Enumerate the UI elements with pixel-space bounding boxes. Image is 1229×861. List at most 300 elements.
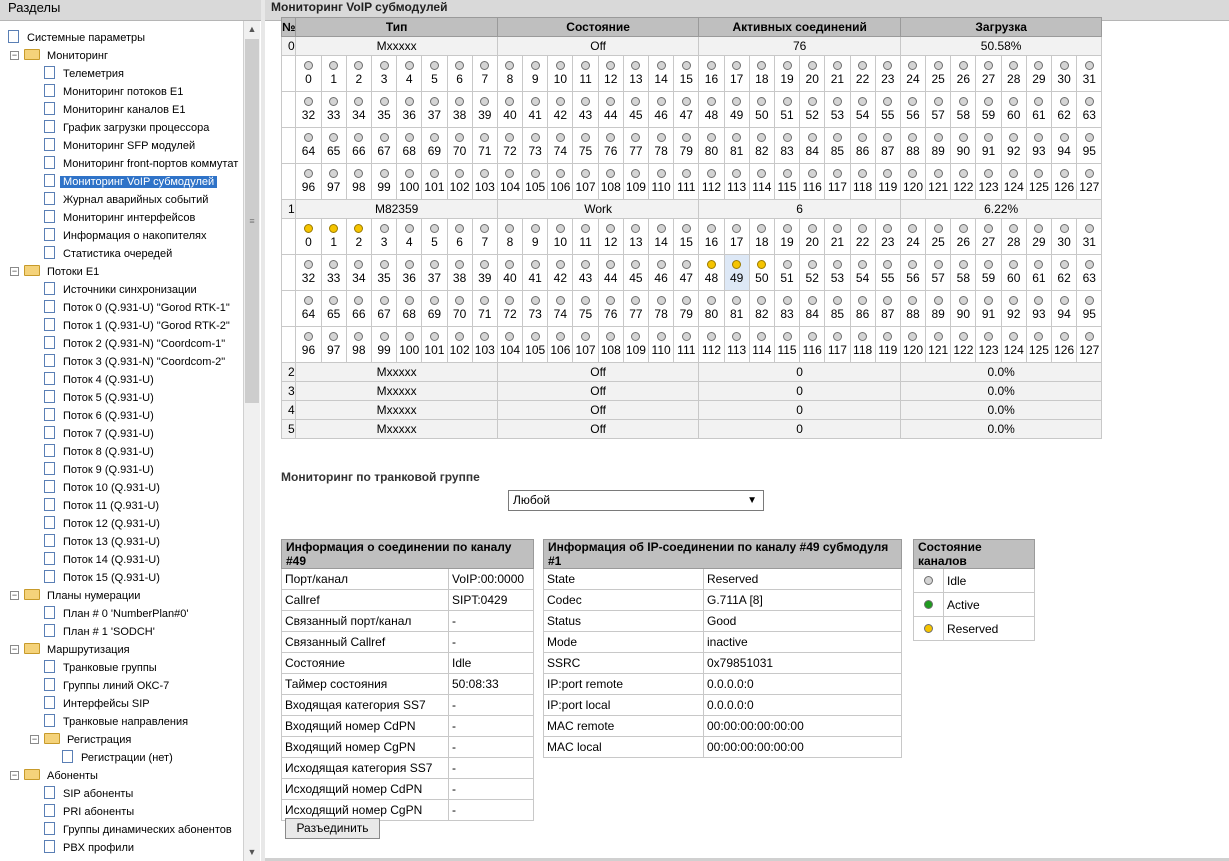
channel-cell[interactable]	[1026, 291, 1051, 327]
channel-cell[interactable]	[724, 291, 749, 327]
channel-cell[interactable]	[976, 291, 1001, 327]
tree-item[interactable]	[44, 821, 235, 839]
channel-cell[interactable]	[447, 56, 472, 92]
tree-item[interactable]	[44, 281, 200, 299]
channel-cell[interactable]	[1026, 219, 1051, 255]
channel-cell[interactable]	[397, 219, 422, 255]
channel-cell[interactable]	[825, 164, 850, 200]
channel-cell[interactable]	[422, 128, 447, 164]
channel-cell[interactable]	[825, 128, 850, 164]
channel-cell[interactable]	[548, 92, 573, 128]
channel-cell[interactable]	[296, 219, 321, 255]
tree-item[interactable]	[0, 587, 143, 605]
module-row[interactable]	[282, 200, 1102, 219]
channel-cell[interactable]	[850, 255, 875, 291]
channel-cell[interactable]	[875, 291, 900, 327]
channel-cell[interactable]	[397, 327, 422, 363]
tree-item[interactable]	[44, 317, 233, 335]
channel-cell[interactable]	[976, 164, 1001, 200]
channel-cell[interactable]	[749, 56, 774, 92]
tree-item[interactable]	[44, 695, 153, 713]
channel-cell[interactable]	[447, 291, 472, 327]
channel-cell[interactable]	[976, 56, 1001, 92]
channel-cell[interactable]	[623, 327, 648, 363]
channel-cell[interactable]	[699, 291, 724, 327]
channel-cell[interactable]	[371, 327, 396, 363]
channel-cell[interactable]	[774, 327, 799, 363]
channel-cell[interactable]	[371, 164, 396, 200]
channel-cell[interactable]	[548, 291, 573, 327]
channel-cell[interactable]	[598, 128, 623, 164]
channel-cell[interactable]	[422, 56, 447, 92]
channel-cell[interactable]	[875, 56, 900, 92]
channel-cell[interactable]	[1052, 219, 1077, 255]
channel-cell[interactable]	[900, 128, 925, 164]
tree-item[interactable]	[62, 749, 176, 767]
channel-cell[interactable]	[598, 327, 623, 363]
tree-item[interactable]	[44, 839, 137, 857]
scroll-down-icon[interactable]: ▼	[247, 847, 257, 857]
module-row[interactable]	[282, 382, 1102, 401]
channel-cell[interactable]	[926, 92, 951, 128]
channel-cell[interactable]	[724, 92, 749, 128]
channel-cell[interactable]	[321, 291, 346, 327]
scroll-thumb[interactable]: ≡	[245, 39, 259, 403]
channel-cell[interactable]	[623, 219, 648, 255]
channel-cell[interactable]	[674, 164, 699, 200]
channel-cell[interactable]	[623, 255, 648, 291]
channel-cell[interactable]	[1026, 327, 1051, 363]
channel-cell[interactable]	[296, 327, 321, 363]
channel-cell[interactable]	[649, 291, 674, 327]
channel-cell[interactable]	[497, 92, 522, 128]
tree-item[interactable]	[44, 407, 157, 425]
channel-cell[interactable]	[296, 164, 321, 200]
channel-cell[interactable]	[649, 255, 674, 291]
channel-cell[interactable]	[497, 56, 522, 92]
channel-cell[interactable]	[774, 56, 799, 92]
tree-item[interactable]	[44, 515, 163, 533]
channel-cell[interactable]	[1001, 255, 1026, 291]
channel-cell[interactable]	[422, 291, 447, 327]
channel-cell[interactable]	[1026, 92, 1051, 128]
channel-cell[interactable]	[623, 164, 648, 200]
channel-cell[interactable]	[900, 255, 925, 291]
channel-cell[interactable]	[976, 219, 1001, 255]
channel-cell[interactable]	[951, 291, 976, 327]
channel-cell[interactable]	[497, 291, 522, 327]
channel-cell[interactable]	[523, 291, 548, 327]
channel-cell[interactable]	[371, 219, 396, 255]
channel-cell[interactable]	[598, 56, 623, 92]
tree-item[interactable]	[0, 263, 102, 281]
channel-cell[interactable]	[321, 164, 346, 200]
collapse-toggle-icon[interactable]: −	[11, 50, 18, 60]
channel-cell[interactable]	[825, 92, 850, 128]
tree-item[interactable]	[44, 119, 212, 137]
channel-cell[interactable]	[674, 219, 699, 255]
channel-cell[interactable]	[1077, 327, 1102, 363]
tree-item[interactable]	[0, 47, 111, 65]
channel-cell[interactable]	[397, 56, 422, 92]
collapse-toggle-icon[interactable]: −	[11, 770, 18, 780]
channel-cell[interactable]	[321, 255, 346, 291]
channel-cell[interactable]	[523, 92, 548, 128]
channel-cell[interactable]	[523, 219, 548, 255]
channel-cell[interactable]	[926, 255, 951, 291]
channel-cell[interactable]	[296, 128, 321, 164]
channel-cell[interactable]	[649, 56, 674, 92]
channel-cell[interactable]	[951, 164, 976, 200]
channel-cell[interactable]	[623, 128, 648, 164]
channel-cell[interactable]	[397, 164, 422, 200]
channel-cell[interactable]	[850, 291, 875, 327]
channel-cell[interactable]	[472, 92, 497, 128]
channel-cell[interactable]	[422, 164, 447, 200]
channel-cell[interactable]	[346, 219, 371, 255]
channel-cell[interactable]	[1077, 219, 1102, 255]
channel-cell[interactable]	[548, 219, 573, 255]
tree-item[interactable]	[44, 551, 163, 569]
channel-cell[interactable]	[1077, 92, 1102, 128]
tree-item[interactable]	[44, 155, 241, 173]
channel-cell[interactable]	[900, 164, 925, 200]
channel-cell[interactable]	[497, 164, 522, 200]
channel-cell[interactable]	[472, 164, 497, 200]
tree-item[interactable]	[44, 137, 198, 155]
channel-cell[interactable]	[623, 92, 648, 128]
channel-cell[interactable]	[800, 291, 825, 327]
channel-cell[interactable]	[1026, 128, 1051, 164]
channel-cell[interactable]	[1001, 128, 1026, 164]
channel-cell[interactable]	[573, 164, 598, 200]
channel-cell[interactable]	[296, 291, 321, 327]
tree-item[interactable]	[44, 461, 157, 479]
channel-cell[interactable]	[800, 164, 825, 200]
tree-item[interactable]	[44, 623, 158, 641]
channel-cell[interactable]	[296, 56, 321, 92]
channel-cell[interactable]	[548, 164, 573, 200]
channel-cell[interactable]	[649, 128, 674, 164]
channel-cell[interactable]	[1026, 56, 1051, 92]
channel-cell[interactable]	[523, 56, 548, 92]
channel-cell[interactable]	[523, 255, 548, 291]
channel-cell[interactable]	[321, 128, 346, 164]
channel-cell[interactable]	[674, 56, 699, 92]
channel-cell[interactable]	[497, 255, 522, 291]
channel-cell[interactable]	[422, 92, 447, 128]
channel-cell[interactable]	[598, 291, 623, 327]
channel-cell[interactable]	[1001, 327, 1026, 363]
channel-cell[interactable]	[976, 92, 1001, 128]
scroll-up-icon[interactable]: ▲	[247, 24, 257, 34]
tree-item[interactable]	[44, 101, 188, 119]
channel-cell[interactable]	[926, 291, 951, 327]
channel-cell[interactable]	[825, 327, 850, 363]
channel-cell[interactable]	[724, 327, 749, 363]
channel-cell[interactable]	[649, 327, 674, 363]
channel-cell[interactable]	[371, 92, 396, 128]
channel-cell[interactable]	[397, 128, 422, 164]
channel-cell[interactable]	[1052, 291, 1077, 327]
channel-cell[interactable]	[1077, 56, 1102, 92]
channel-cell[interactable]	[774, 164, 799, 200]
channel-cell[interactable]	[699, 255, 724, 291]
module-row[interactable]	[282, 420, 1102, 439]
channel-cell[interactable]	[573, 219, 598, 255]
channel-cell[interactable]	[926, 128, 951, 164]
channel-cell[interactable]	[598, 92, 623, 128]
channel-cell[interactable]	[850, 219, 875, 255]
channel-cell[interactable]	[598, 219, 623, 255]
tree-item[interactable]	[44, 533, 163, 551]
channel-cell[interactable]	[472, 327, 497, 363]
tree-item[interactable]	[44, 83, 186, 101]
channel-cell[interactable]	[296, 92, 321, 128]
channel-cell[interactable]	[699, 219, 724, 255]
channel-cell[interactable]	[548, 56, 573, 92]
channel-cell[interactable]	[422, 255, 447, 291]
channel-cell[interactable]	[951, 92, 976, 128]
channel-cell[interactable]	[875, 327, 900, 363]
tree-item[interactable]	[44, 389, 157, 407]
channel-cell[interactable]	[623, 291, 648, 327]
channel-cell[interactable]	[724, 128, 749, 164]
channel-cell[interactable]	[825, 255, 850, 291]
tree-scrollbar[interactable]	[243, 21, 260, 861]
channel-cell[interactable]	[548, 327, 573, 363]
tree-item[interactable]	[44, 425, 157, 443]
channel-cell[interactable]	[1077, 164, 1102, 200]
tree-item[interactable]	[44, 353, 228, 371]
channel-cell[interactable]	[825, 291, 850, 327]
channel-cell[interactable]	[850, 56, 875, 92]
channel-cell[interactable]	[598, 255, 623, 291]
collapse-toggle-icon[interactable]: −	[11, 590, 18, 600]
tree-item[interactable]	[44, 209, 198, 227]
channel-cell[interactable]	[900, 92, 925, 128]
channel-cell[interactable]	[1001, 164, 1026, 200]
channel-cell[interactable]	[976, 255, 1001, 291]
channel-cell[interactable]	[825, 219, 850, 255]
tree-item[interactable]	[0, 731, 134, 749]
channel-cell[interactable]	[447, 327, 472, 363]
channel-cell[interactable]	[926, 327, 951, 363]
channel-cell[interactable]	[724, 164, 749, 200]
channel-cell[interactable]	[800, 56, 825, 92]
channel-cell[interactable]	[875, 255, 900, 291]
channel-cell[interactable]	[346, 255, 371, 291]
channel-cell[interactable]	[951, 219, 976, 255]
channel-cell[interactable]	[800, 327, 825, 363]
channel-cell[interactable]	[724, 219, 749, 255]
channel-cell[interactable]	[926, 164, 951, 200]
channel-cell[interactable]	[1052, 327, 1077, 363]
collapse-toggle-icon[interactable]: −	[31, 734, 38, 744]
channel-cell[interactable]	[346, 128, 371, 164]
channel-cell[interactable]	[346, 56, 371, 92]
module-row[interactable]	[282, 37, 1102, 56]
channel-cell[interactable]	[749, 92, 774, 128]
channel-cell[interactable]	[447, 164, 472, 200]
channel-cell[interactable]	[321, 219, 346, 255]
tree-item[interactable]	[44, 605, 192, 623]
channel-cell[interactable]	[447, 255, 472, 291]
channel-cell[interactable]	[497, 128, 522, 164]
channel-cell[interactable]	[321, 92, 346, 128]
channel-cell[interactable]	[649, 219, 674, 255]
module-row[interactable]	[282, 401, 1102, 420]
channel-cell[interactable]	[724, 56, 749, 92]
channel-cell[interactable]	[1001, 291, 1026, 327]
tree-item[interactable]	[44, 677, 172, 695]
tree-item[interactable]	[44, 569, 163, 587]
channel-cell[interactable]	[573, 291, 598, 327]
tree-item[interactable]	[44, 803, 137, 821]
channel-cell[interactable]	[1001, 92, 1026, 128]
channel-cell[interactable]	[774, 219, 799, 255]
channel-cell[interactable]	[447, 128, 472, 164]
tree-item[interactable]	[44, 497, 162, 515]
tree-item[interactable]	[0, 641, 133, 659]
channel-cell[interactable]	[497, 327, 522, 363]
channel-cell[interactable]	[598, 164, 623, 200]
tree-item[interactable]	[44, 245, 175, 263]
channel-cell[interactable]	[1001, 56, 1026, 92]
tree-item[interactable]	[0, 767, 101, 785]
channel-cell[interactable]	[749, 255, 774, 291]
channel-cell[interactable]	[1052, 56, 1077, 92]
disconnect-button[interactable]: Разъединить	[285, 818, 380, 839]
channel-cell[interactable]	[850, 327, 875, 363]
channel-cell[interactable]	[447, 92, 472, 128]
channel-cell[interactable]	[850, 164, 875, 200]
collapse-toggle-icon[interactable]: −	[11, 644, 18, 654]
channel-cell[interactable]	[900, 327, 925, 363]
channel-cell[interactable]	[1001, 219, 1026, 255]
channel-cell[interactable]	[371, 128, 396, 164]
channel-cell[interactable]	[422, 327, 447, 363]
tree-item[interactable]	[44, 173, 217, 191]
channel-cell[interactable]	[800, 92, 825, 128]
channel-cell[interactable]	[371, 291, 396, 327]
channel-cell[interactable]	[371, 56, 396, 92]
channel-cell[interactable]	[1077, 291, 1102, 327]
channel-cell[interactable]	[472, 291, 497, 327]
channel-cell[interactable]	[926, 56, 951, 92]
channel-cell[interactable]	[875, 219, 900, 255]
tree-item[interactable]	[44, 227, 209, 245]
channel-cell[interactable]	[699, 56, 724, 92]
channel-cell[interactable]	[875, 164, 900, 200]
trunk-group-select[interactable]	[508, 490, 764, 511]
channel-cell[interactable]	[472, 56, 497, 92]
channel-cell[interactable]	[1052, 164, 1077, 200]
channel-cell[interactable]	[523, 327, 548, 363]
channel-cell[interactable]	[674, 327, 699, 363]
channel-cell[interactable]	[573, 255, 598, 291]
channel-cell[interactable]	[1052, 128, 1077, 164]
channel-cell[interactable]	[749, 164, 774, 200]
channel-cell[interactable]	[900, 219, 925, 255]
channel-cell[interactable]	[699, 92, 724, 128]
channel-cell[interactable]	[749, 291, 774, 327]
channel-cell[interactable]	[346, 164, 371, 200]
channel-cell[interactable]	[472, 128, 497, 164]
channel-cell[interactable]	[573, 56, 598, 92]
channel-cell[interactable]	[951, 56, 976, 92]
tree-item[interactable]	[44, 659, 160, 677]
channel-cell[interactable]	[749, 219, 774, 255]
channel-cell[interactable]	[674, 92, 699, 128]
channel-cell[interactable]	[774, 291, 799, 327]
collapse-toggle-icon[interactable]: −	[11, 266, 18, 276]
channel-cell[interactable]	[875, 128, 900, 164]
channel-cell[interactable]	[850, 92, 875, 128]
channel-cell[interactable]	[976, 327, 1001, 363]
channel-cell[interactable]	[749, 327, 774, 363]
channel-cell[interactable]	[674, 255, 699, 291]
tree-item[interactable]	[44, 785, 136, 803]
channel-cell[interactable]	[875, 92, 900, 128]
channel-cell[interactable]	[321, 327, 346, 363]
channel-cell[interactable]	[472, 219, 497, 255]
channel-cell[interactable]	[397, 92, 422, 128]
channel-cell[interactable]	[573, 327, 598, 363]
channel-cell[interactable]	[548, 128, 573, 164]
channel-cell[interactable]	[321, 56, 346, 92]
channel-cell[interactable]	[800, 128, 825, 164]
channel-cell[interactable]	[699, 164, 724, 200]
tree-item[interactable]	[44, 371, 157, 389]
tree-item[interactable]	[44, 479, 163, 497]
channel-cell[interactable]	[900, 56, 925, 92]
tree-item[interactable]	[44, 443, 157, 461]
channel-cell[interactable]	[346, 92, 371, 128]
channel-cell[interactable]	[1077, 128, 1102, 164]
tree-item[interactable]	[8, 29, 148, 47]
channel-cell[interactable]	[926, 219, 951, 255]
channel-cell[interactable]	[1052, 255, 1077, 291]
channel-cell[interactable]	[699, 327, 724, 363]
channel-cell[interactable]	[1077, 255, 1102, 291]
tree-item[interactable]	[44, 713, 191, 731]
channel-cell[interactable]	[397, 255, 422, 291]
channel-cell[interactable]	[1026, 255, 1051, 291]
channel-cell[interactable]	[951, 128, 976, 164]
module-row[interactable]	[282, 363, 1102, 382]
channel-cell[interactable]	[1052, 92, 1077, 128]
channel-cell[interactable]	[749, 128, 774, 164]
channel-cell[interactable]	[774, 255, 799, 291]
channel-cell[interactable]	[523, 164, 548, 200]
channel-cell[interactable]	[346, 327, 371, 363]
channel-cell[interactable]	[699, 128, 724, 164]
channel-cell[interactable]	[976, 128, 1001, 164]
channel-cell[interactable]	[573, 128, 598, 164]
tree-item[interactable]	[44, 191, 211, 209]
channel-cell[interactable]	[472, 255, 497, 291]
channel-cell[interactable]	[900, 291, 925, 327]
channel-cell[interactable]	[674, 291, 699, 327]
channel-cell[interactable]	[724, 255, 749, 291]
channel-cell[interactable]	[825, 56, 850, 92]
channel-cell[interactable]	[397, 291, 422, 327]
channel-cell[interactable]	[296, 255, 321, 291]
channel-cell[interactable]	[447, 219, 472, 255]
channel-cell[interactable]	[649, 164, 674, 200]
tree-item[interactable]	[44, 335, 228, 353]
